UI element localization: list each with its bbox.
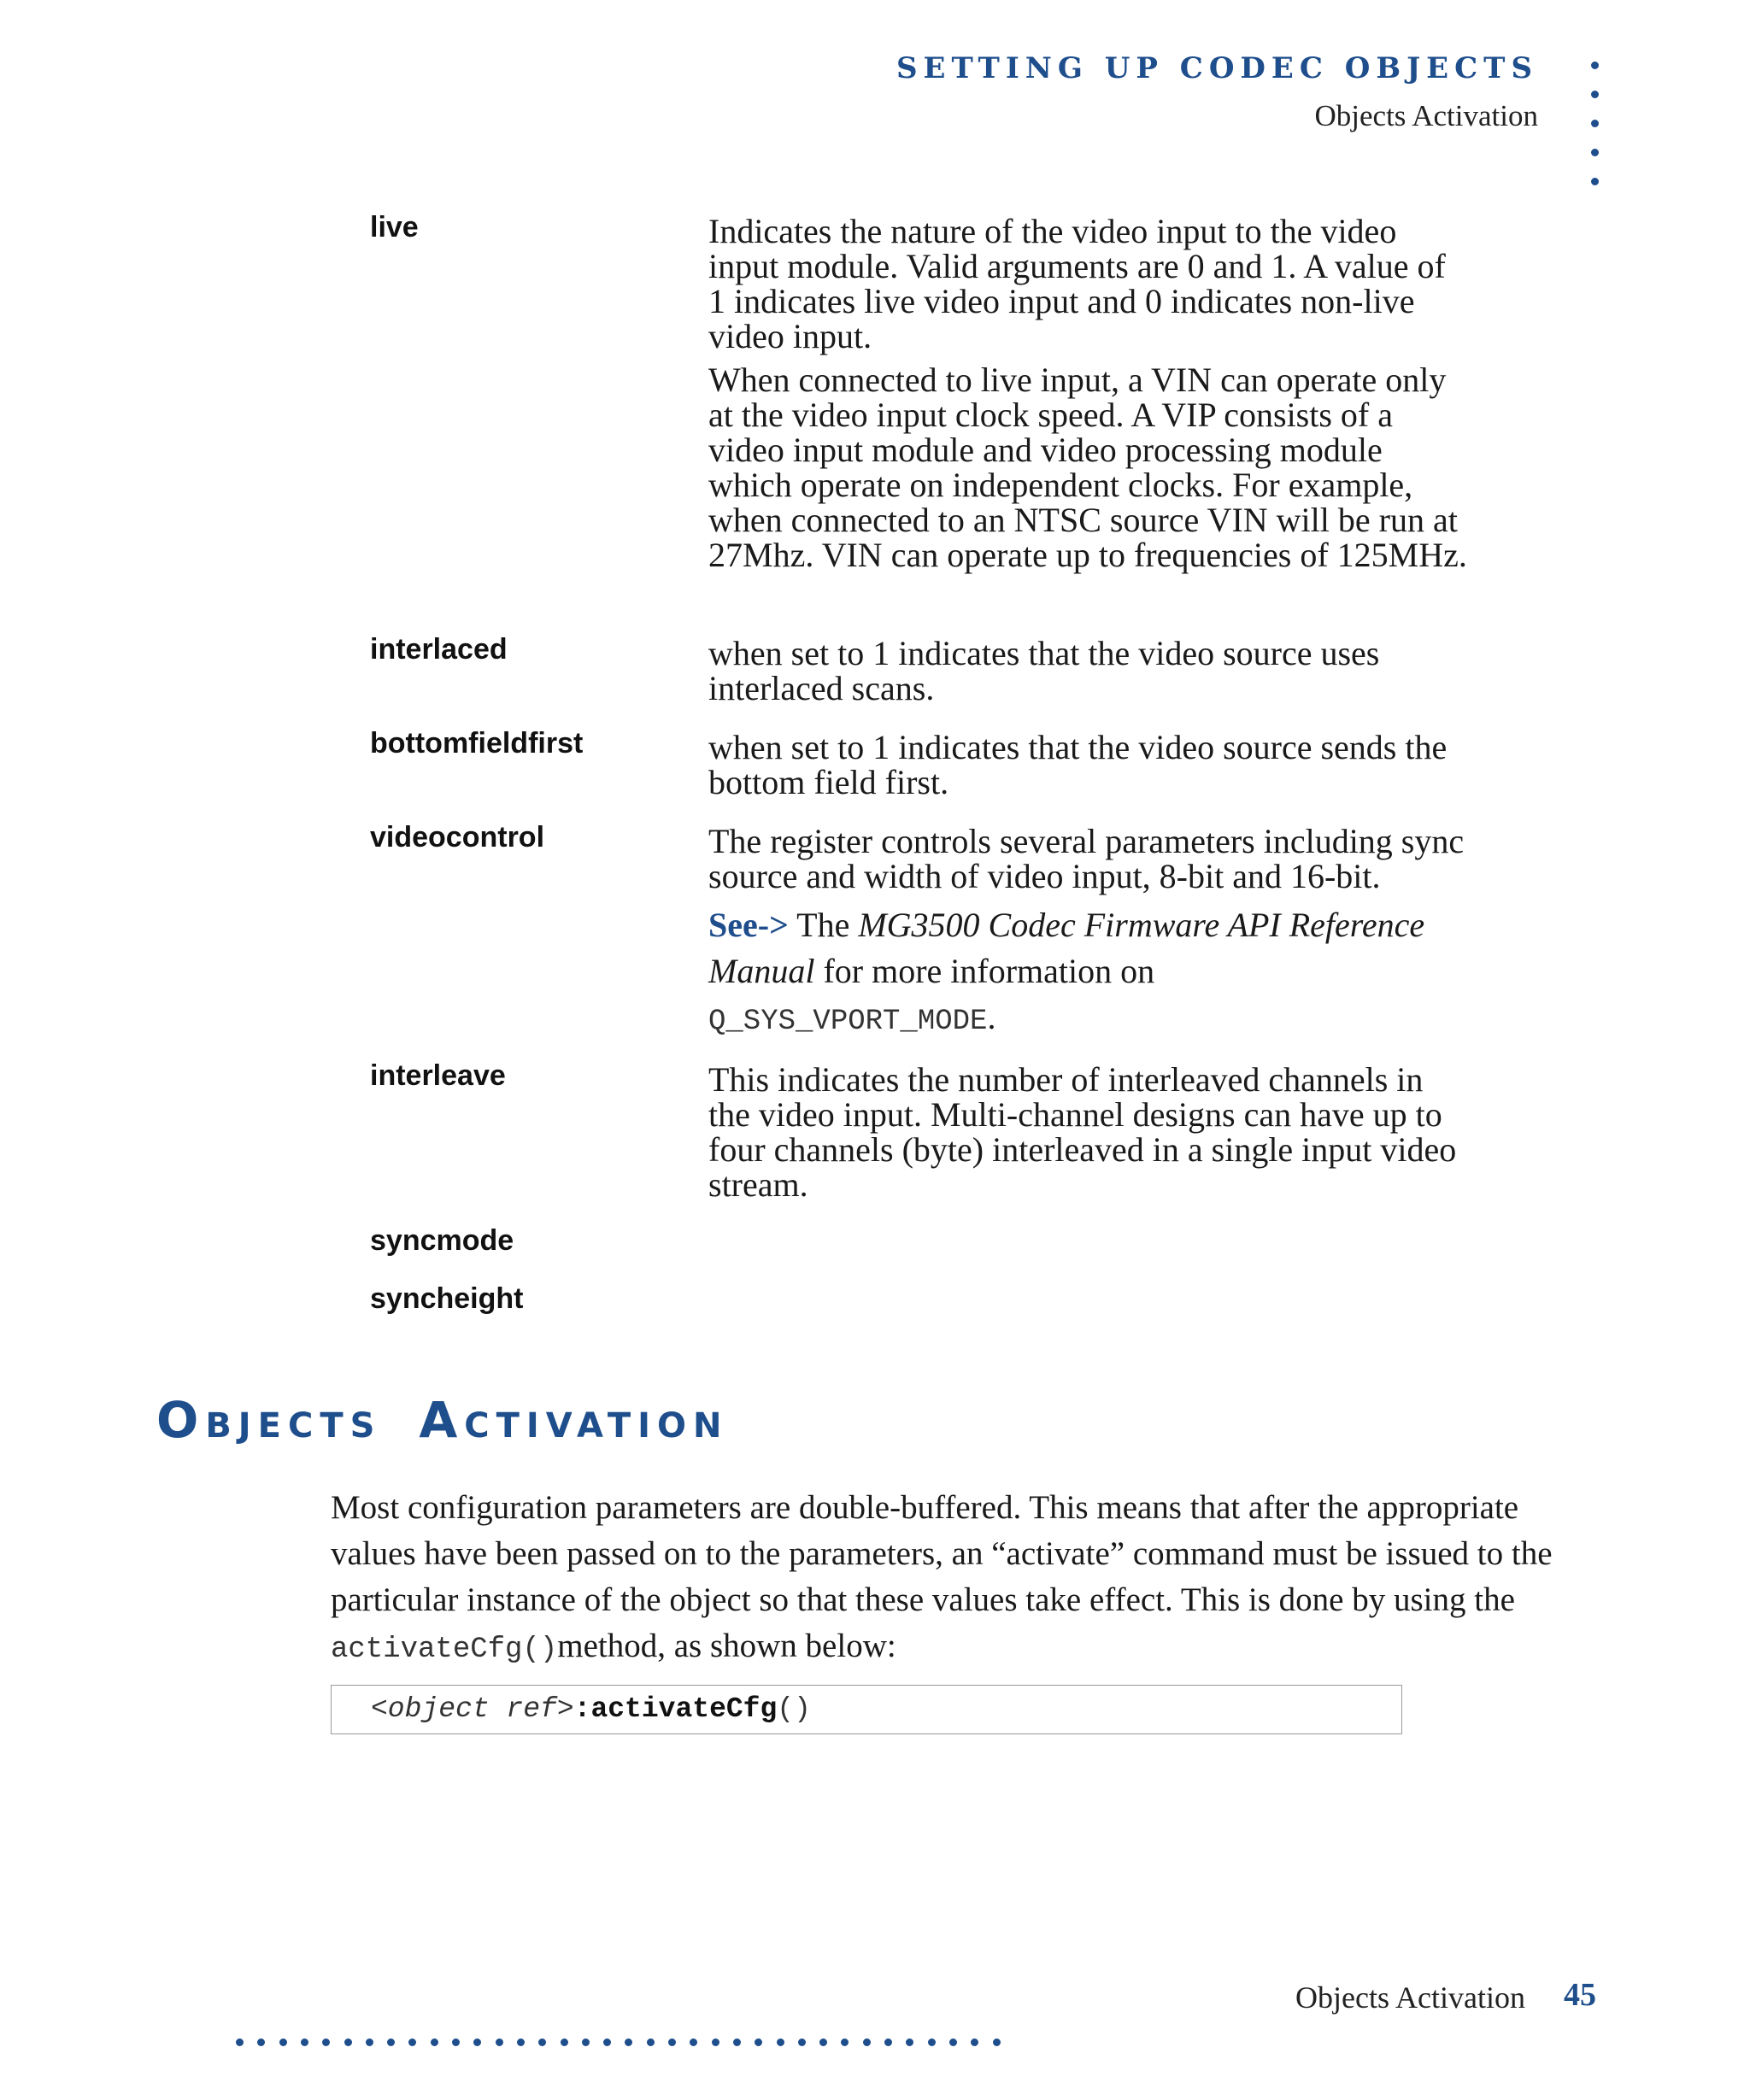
inline-code: activateCfg() xyxy=(331,1634,558,1666)
rule-dot xyxy=(561,2038,568,2046)
param-term: syncheight xyxy=(370,1282,524,1315)
rule-dot xyxy=(408,2038,416,2046)
rule-dot xyxy=(819,2038,827,2046)
rule-dot xyxy=(949,2038,957,2046)
description-paragraph: This indicates the number of interleaved channels in the video input. Multi-channel designs can have up to four channels (byte) interleaved in a single input video stream. xyxy=(708,1060,1457,1204)
rule-dot xyxy=(777,2038,784,2046)
section-subtitle: Objects Activation xyxy=(1314,99,1538,132)
code-example: <object ref>:activateCfg() xyxy=(331,1685,1402,1734)
chapter-title: SETTING UP CODEC OBJECTS xyxy=(896,51,1538,85)
rule-dot xyxy=(668,2038,676,2046)
rule-dot xyxy=(971,2038,978,2046)
rule-dot xyxy=(344,2038,352,2046)
description-paragraph: When connected to live input, a VIN can operate only at the video input clock speed. A VIP consists of a video input module and video processing module which operate on independent clocks. For example, when connected to an NTSC source VIN will be run at 27Mhz. VIN can operate up to frequencies of 125MHz. xyxy=(708,361,1467,574)
rule-dot xyxy=(452,2038,460,2046)
param-term: interleave xyxy=(370,1059,506,1092)
rule-dot xyxy=(733,2038,741,2046)
rule-dot xyxy=(928,2038,936,2046)
rule-dot xyxy=(301,2038,308,2046)
rule-dot xyxy=(755,2038,762,2046)
param-description xyxy=(708,730,1469,808)
rule-dot xyxy=(690,2038,697,2046)
rule-dot xyxy=(625,2038,632,2046)
rule-dot xyxy=(582,2038,590,2046)
rule-dot xyxy=(906,2038,913,2046)
rule-dot xyxy=(322,2038,330,2046)
section-heading: OBJECTS ACTIVATION xyxy=(156,1391,729,1449)
see-reference: See-> The MG3500 Codec Firmware API Reference Manual for more information on Q_SYS_VPORT_MODE. xyxy=(708,906,1425,1038)
description-paragraph: Indicates the nature of the video input to the video input module. Valid arguments are 0 and 1. A value of 1 indicates live video input and 0 indicates non-live video input. xyxy=(708,212,1446,355)
param-description xyxy=(708,1062,1469,1211)
param-term: live xyxy=(370,211,419,243)
rule-dot xyxy=(841,2038,849,2046)
footer-section-label: Objects Activation xyxy=(1295,1980,1525,2015)
rule-dot xyxy=(387,2038,395,2046)
rule-dot xyxy=(712,2038,719,2046)
description-paragraph: when set to 1 indicates that the video source uses interlaced scans. xyxy=(708,634,1380,707)
rule-dot xyxy=(473,2038,481,2046)
description-paragraph: The register controls several parameters including sync source and width of video input, 8-bit and 16-bit. xyxy=(708,822,1465,895)
rule-dot xyxy=(798,2038,806,2046)
rule-dot xyxy=(236,2038,244,2046)
param-term: syncmode xyxy=(370,1224,514,1257)
section-body: Most configuration parameters are double-buffered. This means that after the appropriate values have been passed on to the parameters, an “activate” command must be issued to the particular instance of the object so that these values take effect. This is done by using the activateCfg()method, as shown below: xyxy=(331,1489,1553,1666)
description-paragraph: when set to 1 indicates that the video source sends the bottom field first. xyxy=(708,728,1448,801)
rule-dot xyxy=(257,2038,265,2046)
param-term: bottomfieldfirst xyxy=(370,727,584,760)
page-number: 45 xyxy=(1564,1977,1596,2013)
register-name: Q_SYS_VPORT_MODE xyxy=(708,1006,988,1038)
see-label: See-> xyxy=(708,906,789,944)
param-description xyxy=(708,824,1469,1053)
rule-dot xyxy=(993,2038,1001,2046)
param-term: interlaced xyxy=(370,633,508,666)
rule-dot xyxy=(366,2038,373,2046)
rule-dot xyxy=(647,2038,655,2046)
code-object-ref: <object ref> xyxy=(371,1693,574,1725)
rule-dot xyxy=(279,2038,287,2046)
rule-dot xyxy=(603,2038,611,2046)
code-method: :activateCfg xyxy=(573,1693,778,1725)
rule-dot xyxy=(517,2038,525,2046)
rule-dot xyxy=(863,2038,871,2046)
param-term: videocontrol xyxy=(370,821,545,853)
rule-dot xyxy=(431,2038,438,2046)
rule-dot xyxy=(538,2038,546,2046)
param-description xyxy=(708,636,1469,714)
reference-title[interactable]: MG3500 Codec Firmware API Reference Manual xyxy=(708,906,1425,990)
param-description xyxy=(708,214,1469,581)
rule-dot xyxy=(884,2038,892,2046)
rule-dot xyxy=(496,2038,503,2046)
